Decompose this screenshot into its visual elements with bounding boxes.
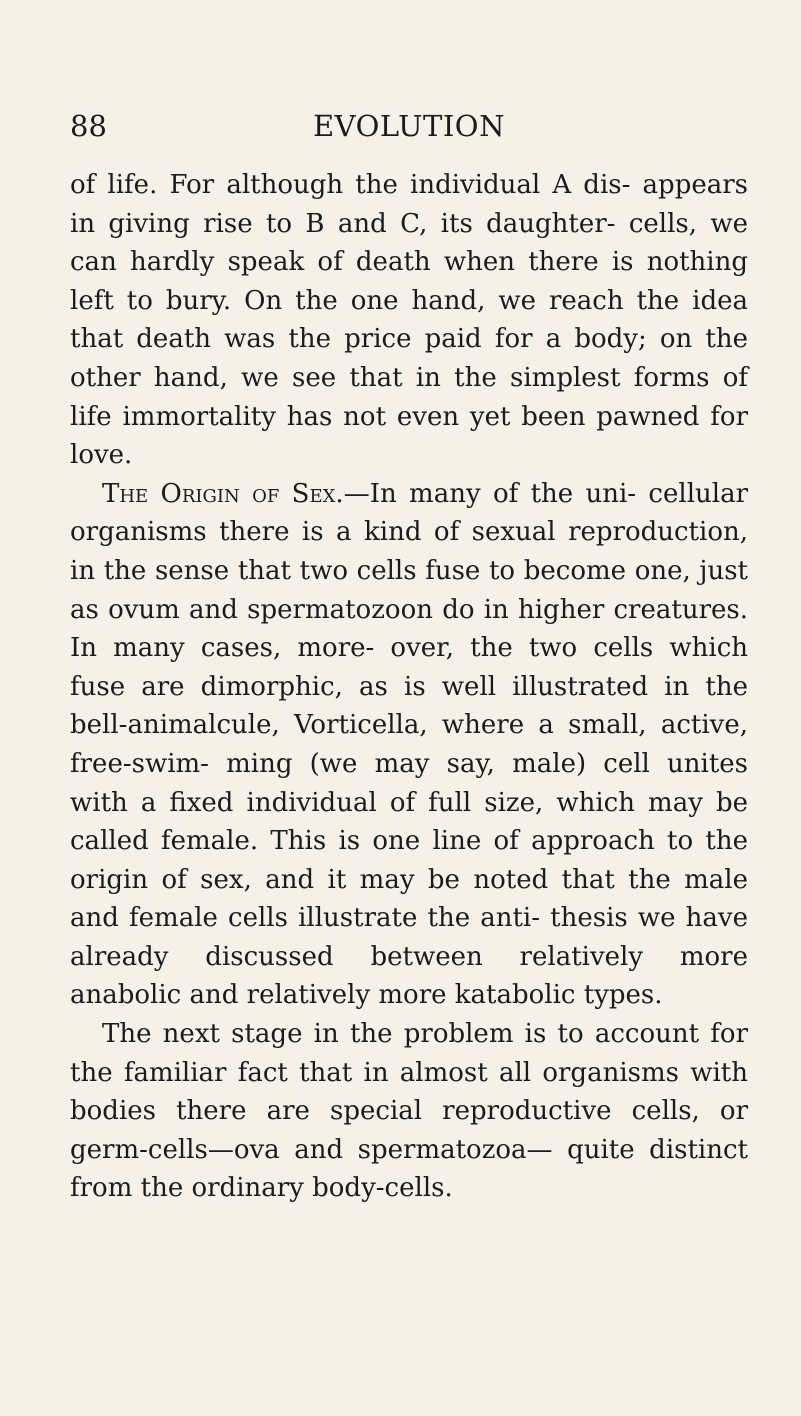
paragraph-3-text: The next stage in the problem is to account for the familiar fact that in almost all organisms with bodies there are special reproductive cells, or germ-cells—ova and spermatozoa— quite distinct from the ordinary body-cells. <box>70 1019 748 1204</box>
page-header <box>70 106 748 146</box>
running-title: EVOLUTION <box>313 109 505 143</box>
section-heading: The Origin of Sex. <box>102 478 344 509</box>
page-number: 88 <box>70 109 107 143</box>
paragraph-3 <box>70 1015 748 1208</box>
paragraph-2-text: —In many of the uni- cellular organisms there is a kind of sexual reproduction, in the sense that two cells fuse to become one, just as ovum and spermatozoon do in higher creatures. In many cases, more- over, the two cells which fuse are dimorphic, as is well illustrated in the bell-animalcule, Vorticella, where a small, active, free-swim- ming (we may say, male) cell unites with a fixed individual of full size, which may be called female. This is one line of approach to the origin of sex, and it may be noted that the male and female cells illustrate the anti- thesis we have already discussed between relatively more anabolic and relatively more katabolic types. <box>70 478 748 1011</box>
paragraph-2 <box>70 475 748 1015</box>
paragraph-1 <box>70 166 748 475</box>
paragraph-1-text: of life. For although the individual A dis- appears in giving rise to B and C, its daughter- cells, we can hardly speak of death when there is nothing left to bury. On the one hand, we reach the idea that death was the price paid for a body; on the other hand, we see that in the simplest forms of life immortality has not even yet been pawned for love. <box>70 170 748 471</box>
body-text <box>70 166 748 1208</box>
